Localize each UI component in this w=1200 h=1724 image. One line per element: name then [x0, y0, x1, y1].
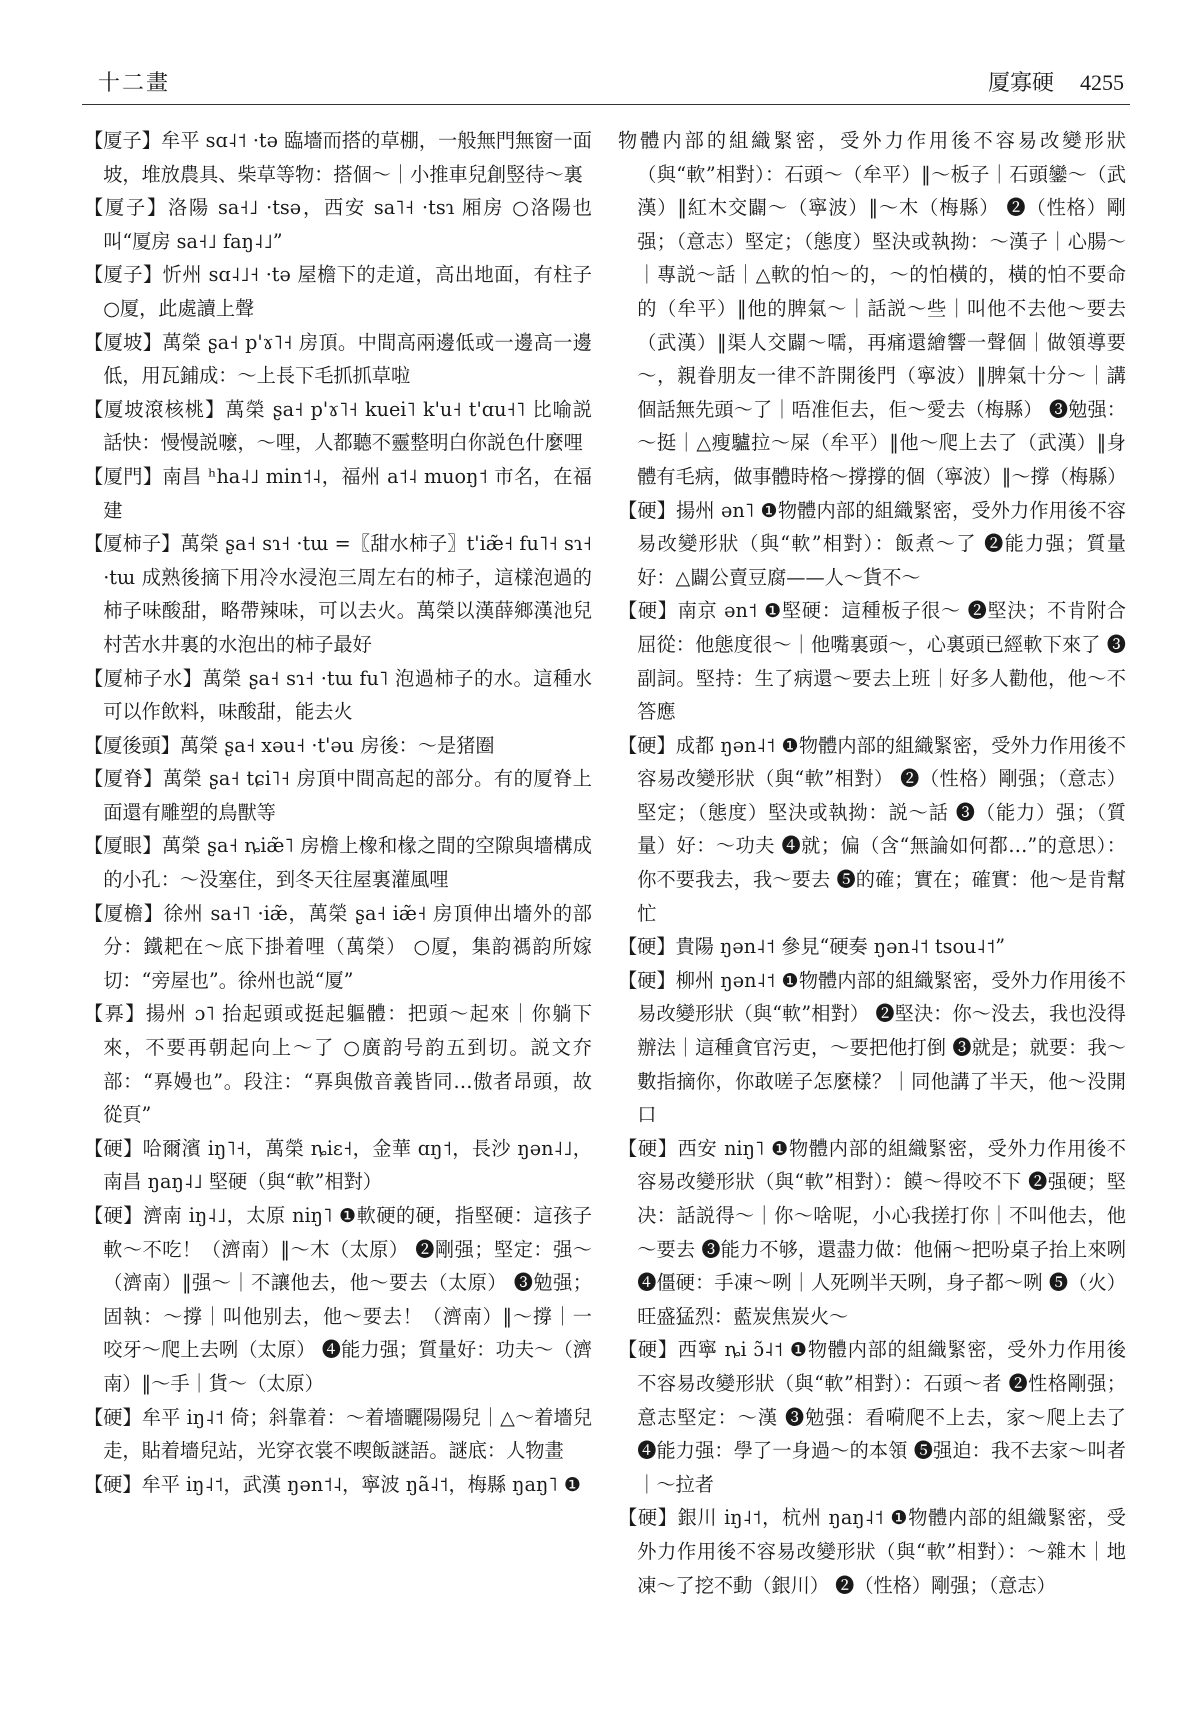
dictionary-entry: 【硬】西寧 ȵi ɔ̃˨˦ ❶物體内部的組織緊密，受外力作用後不容易改變形狀（與“軟”相對）：石頭～者 ❷性格剛强；意志堅定：～漢 ❸勉强：看嗬爬不上去，家～爬上去了 ❹能力强：學了一身過～的本領 ❺强迫：我不去家～叫者｜～拉者	[618, 1338, 1126, 1496]
dictionary-entry: 【厦子】洛陽 sa˧˩ ·tsə，西安 sa˥˧ ·tsɿ 厢房 ○洛陽也叫“厦房 sa˧˩ faŋ˨˩”	[84, 196, 592, 253]
dictionary-entry: 【厦後頭】萬榮 ʂa˧ xəu˧ ·t'əu 房後：～是猪圈	[84, 733, 495, 757]
dictionary-entry: 【硬】銀川 iŋ˨˦，杭州 ŋaŋ˨˦ ❶物體内部的組織緊密，受外力作用後不容易改變形狀（與“軟”相對）：～雜木｜地凍～了挖不動（銀川） ❷（性格）剛强；（意志）	[618, 1506, 1126, 1597]
dictionary-entry: 【奡】揚州 ɔ˥ 抬起頭或挺起軀體：把頭～起來｜你躺下來，不要再朝起向上～了 ○廣韵号韵五到切。説文夰部：“奡嫚也”。段注：“奡與傲音義皆同…傲者昂頭，故從頁”	[84, 1002, 592, 1127]
dictionary-entry: 【硬】濟南 iŋ˨˩，太原 niŋ˥ ❶軟硬的硬，指堅硬：這孩子軟～不吃！（濟南）‖～木（太原） ❷剛强；堅定：强～（濟南）‖强～｜不讓他去，他～要去（太原） ❸勉强；固執：～撐｜叫他别去，他～要去！（濟南）‖～撐｜一咬牙～爬上去咧（太原） ❹能力强；質量好：功夫～（濟南）‖～手｜貨～（太原）	[84, 1204, 592, 1395]
dictionary-entry: 【厦子】忻州 sɑ˨˩˧ ·tə 屋檐下的走道，高出地面，有柱子 ○厦，此處讀上聲	[84, 263, 592, 320]
dictionary-entry: 【硬】西安 niŋ˥ ❶物體内部的組織緊密，受外力作用後不容易改變形狀（與“軟”相對）：饃～得咬不下 ❷强硬；堅决：話説得～｜你～啥呢，小心我搓打你｜不叫他去，他～要去 ❸能力不够，還盡力做：他倆～把吩桌子抬上來咧 ❹僵硬：手凍～咧｜人死咧半天咧，身子都～咧 ❺（火）旺盛猛烈：藍炭焦炭火～	[618, 1136, 1126, 1328]
dictionary-entry: 【硬】牟平 iŋ˨˦ 倚；斜靠着：～着墻曬陽陽兒｜△～着墻兒走，貼着墻兒站，光穿衣裳不喫飯謎語。謎底：人物畫	[84, 1405, 592, 1463]
dictionary-entry: 【厦柿子水】萬榮 ʂa˧ sɿ˧ ·tɯ fu˥ 泡過柿子的水。這種水可以作飲料，味酸甜，能去火	[84, 666, 592, 724]
section-title: 十二畫	[98, 71, 171, 96]
dictionary-entry: 【硬】牟平 iŋ˨˦，武漢 ŋən˦˨，寧波 ŋã˨˦，梅縣 ŋaŋ˥ ❶	[84, 1472, 582, 1496]
left-column	[84, 124, 592, 1684]
right-column	[618, 124, 1126, 1684]
dictionary-entry: 【厦眼】萬榮 ʂa˧ ȵiæ̃˥ 房檐上橡和椽之間的空隙與墻構成的小孔：～没塞住，到冬天往屋裏灌風哩	[84, 834, 592, 892]
dictionary-entry: 【厦檐】徐州 sa˧˥ ·iæ̃，萬榮 ʂa˧ iæ̃˧ 房頂伸出墻外的部分：鐵耙在～底下掛着哩（萬榮） ○厦，集韵禡韵所嫁切：“旁屋也”。徐州也説“厦”	[84, 901, 592, 992]
dictionary-entry: 【硬】南京 ən˦ ❶堅硬：這種板子很～ ❷堅決；不肯附合屈從：他態度很～｜他嘴裏頭～，心裏頭已經軟下來了 ❸副詞。堅持：生了病還～要去上班｜好多人勸他，他～不答應	[618, 599, 1126, 724]
page-number: 4255	[1080, 70, 1124, 95]
dictionary-entry: 【厦脊】萬榮 ʂa˧ tɕi˥˧ 房頂中間高起的部分。有的厦脊上面還有雕塑的鳥獸等	[84, 767, 592, 824]
dictionary-entry: 【硬】貴陽 ŋən˨˦ 參見“硬奏 ŋən˨˦ tsou˨˦”	[618, 935, 1006, 959]
dictionary-entry: 【硬】揚州 ən˥ ❶物體内部的組織緊密，受外力作用後不容易改變形狀（與“軟”相對）：飯煮～了 ❷能力强；質量好：△闢公賣豆腐——人～貨不～	[618, 498, 1126, 589]
dictionary-entry: 【厦子】牟平 sɑ˨˦ ·tə 臨墻而搭的草棚，一般無門無窗一面坡，堆放農具、柴草等物：搭個～｜小推車兒創竪待～裏	[84, 129, 592, 186]
header-chars: 厦寡硬	[987, 71, 1054, 96]
dictionary-entry: 【硬】柳州 ŋən˨˦ ❶物體内部的組織緊密，受外力作用後不易改變形狀（與“軟”相對） ❷堅決：你～没去，我也没得辦法｜這種貪官污吏，～要把他打倒 ❸就是；就要：我～數指摘你，你敢嗟子怎麼樣？｜同他講了半天，他～没開口	[618, 968, 1126, 1127]
dictionary-entry: 【厦柿子】萬榮 ʂa˧ sɿ˧ ·tɯ =〖甜水柿子〗t'iæ̃˧ fu˥˧ sɿ˧ ·tɯ 成熟後摘下用冷水浸泡三周左右的柿子，這樣泡過的柿子味酸甜，略帶辣味，可以去火。萬榮以漢薛鄉漢池兒村苦水井裏的水泡出的柿子最好	[84, 532, 592, 656]
dictionary-entry: 物體内部的組織緊密，受外力作用後不容易改變形狀（與“軟”相對）：石頭～（牟平）‖～板子｜石頭鑾～（武漢）‖紅木交闢～（寧波）‖～木（梅縣） ❷（性格）剛强；（意志）堅定；（態度）堅決或執拗：～漢子｜心腸～｜專説～話｜△軟的怕～的，～的怕橫的，橫的怕不要命的（牟平）‖他的脾氣～｜話説～些｜叫他不去他～要去（武漢）‖渠人交闢～嚅，再痛還繪響一聲個｜做領導要～，親眷朋友一律不許開後門（寧波）‖脾氣十分～｜講個話無先頭～了｜唔准佢去，佢～愛去（梅縣） ❸勉强：～挺｜△瘦驢拉～屎（牟平）‖他～爬上去了（武漢）‖身體有毛病，做事體時格～撐撐的個（寧波）‖～撐（梅縣）	[618, 129, 1126, 488]
dictionary-entry: 【厦坡滾核桃】萬榮 ʂa˧ p'ɤ˥˧ kuei˥ k'u˧ t'ɑu˧˥ 比喻説話快：慢慢説嚒，～哩，人都聽不靈整明白你説色什麼哩	[84, 397, 592, 455]
header-right	[988, 66, 1124, 97]
dictionary-entry: 【厦坡】萬榮 ʂa˧ p'ɤ˥˧ 房頂。中間高兩邊低或一邊高一邊低，用瓦鋪成：～上長下毛抓抓草啦	[84, 330, 592, 388]
page-header	[82, 62, 1130, 105]
dictionary-entry: 【厦門】南昌 ʰha˨˩ min˦˨，福州 a˦˨ muoŋ˦ 市名，在福建	[84, 464, 592, 522]
dictionary-entry: 【硬】哈爾濱 iŋ˥˧，萬榮 ȵiɛ˧，金華 ɑŋ˦，長沙 ŋən˨˩，南昌 ŋaŋ˨˩ 堅硬（與“軟”相對）	[84, 1136, 592, 1194]
dictionary-entry: 【硬】成都 ŋən˨˦ ❶物體内部的組織緊密，受外力作用後不容易改變形狀（與“軟”相對） ❷（性格）剛强；（意志）堅定；（態度）堅決或執拗：説～話 ❸（能力）强；（質量）好：～功夫 ❹就；偏（含“無論如何都…”的意思）：你不要我去，我～要去 ❺的確；實在；確實：他～是肯幫忙	[618, 733, 1126, 925]
